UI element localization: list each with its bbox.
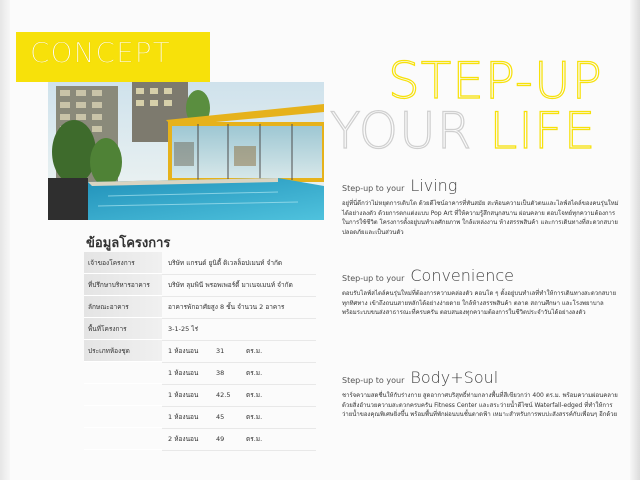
- unit-values: [162, 384, 316, 407]
- unit-values: [162, 406, 316, 429]
- section-body: ชาร์จความสดชื่นให้กับร่างกาย สูดอากาศบริสุทธิ์ท่ามกลางพื้นที่สีเขียวกว่า 400 ตร.ม. พร้อมความผ่อนคลายด้วยสิ่งอำนวยความสะดวกครบครัน Fitness Center และสระว่ายน้ำดีไซน์ Waterfall-edged ที่ทำให้การว่ายน้ำของคุณพิเศษยิ่งขึ้น พร้อมพื้นที่พักผ่อนบนชั้นดาดฟ้า เหมาะสำหรับการพบปะสังสรรค์กับเพื่อนๆ อีกด้วย: [342, 392, 618, 418]
- headline-step-up: STEP-UP: [388, 52, 603, 110]
- unit-row: [84, 340, 316, 362]
- unit-size: 38: [216, 368, 225, 377]
- unit-spacer: [84, 384, 162, 406]
- section-prefix: Step-up to your: [342, 274, 405, 283]
- section-body: อยู่ที่นี่ดีกว่าไม่หยุดการเติบโต ด้วยดีไซน์อาคารที่ทันสมัย สะท้อนความเป็นตัวตนและไลฟ์สไตล์ของคนรุ่นใหม่ได้อย่างลงตัว ด้วยการตกแต่งแบบ Pop Art ที่ให้ความรู้สึกสนุกสนาน ผ่อนคลาย ตอบโจทย์ทุกความต้องการในการใช้ชีวิต โครงการตั้งอยู่บนทำเลศักยภาพ ใกล้แหล่งงาน ห้างสรรพสินค้า และการเดินทางที่สะดวกสบาย ปลอดภัยและเป็นส่วนตัว: [342, 200, 619, 236]
- unit-type: 1 ห้องนอน: [168, 412, 199, 421]
- pool-photo: [48, 82, 324, 220]
- info-value: อาคารพักอาศัยสูง 8 ชั้น จำนวน 2 อาคาร: [162, 296, 316, 319]
- unit-type: 1 ห้องนอน: [168, 368, 199, 377]
- unit-type-label: ประเภทห้องชุด: [84, 340, 162, 362]
- unit-row: [84, 384, 316, 406]
- unit-row: [84, 406, 316, 428]
- headline-your: YOUR: [330, 102, 473, 160]
- unit-values: [162, 362, 316, 385]
- unit-size: 49: [216, 434, 225, 443]
- section-body-soul: [342, 368, 620, 420]
- info-value: บริษัท ลุมพินี พรอพเพอร์ตี้ มาเนจเมนท์ จำกัด: [162, 274, 316, 297]
- section-prefix: Step-up to your: [342, 184, 405, 193]
- info-key: ที่ปรึกษาบริหารอาคาร: [84, 274, 162, 296]
- info-value: 3-1-25 ไร่: [162, 318, 316, 341]
- unit-size: 42.5: [216, 390, 231, 399]
- info-row: [84, 318, 316, 340]
- pool-illustration: [48, 82, 324, 220]
- info-value: บริษัท แกรนด์ ยูนิตี้ ดิเวลล็อปเมนท์ จำกัด: [162, 252, 316, 275]
- unit-type: 2 ห้องนอน: [168, 434, 199, 443]
- unit-measure: ตร.ม.: [246, 412, 263, 421]
- section-convenience: [342, 266, 620, 318]
- unit-measure: ตร.ม.: [246, 346, 263, 355]
- unit-spacer: [84, 428, 162, 450]
- info-key: พื้นที่โครงการ: [84, 318, 162, 340]
- concept-heading: CONCEPT: [30, 36, 171, 69]
- headline-your-life: [330, 102, 597, 160]
- unit-row: [84, 362, 316, 384]
- info-row: [84, 274, 316, 296]
- unit-measure: ตร.ม.: [246, 368, 263, 377]
- project-info-table: [84, 252, 316, 450]
- section-heading: [342, 176, 620, 195]
- info-key: ลักษณะอาคาร: [84, 296, 162, 318]
- info-key: เจ้าของโครงการ: [84, 252, 162, 274]
- unit-size: 45: [216, 412, 225, 421]
- headline-life: LIFE: [489, 102, 597, 160]
- page-edge: [630, 0, 640, 480]
- section-title: Living: [410, 176, 458, 195]
- section-heading: [342, 266, 620, 285]
- section-title: Body+Soul: [410, 368, 499, 387]
- unit-values: [162, 340, 316, 363]
- section-heading: [342, 368, 620, 387]
- info-row: [84, 296, 316, 318]
- info-row: [84, 252, 316, 274]
- unit-spacer: [84, 406, 162, 428]
- unit-spacer: [84, 362, 162, 384]
- section-body: ตอบรับไลฟ์สไตล์คนรุ่นใหม่ที่ต้องการความคล่องตัว คอนโด ๆ ตั้งอยู่บนทำเลที่ทำให้การเดินทางสะดวกสบายทุกทิศทาง เข้าถึงถนนสายหลักได้อย่างง่ายดาย ใกล้ห้างสรรพสินค้า ตลาด สถานศึกษา และโรงพยาบาล พร้อมระบบขนส่งสาธารณะที่ครบครัน ตอบสนองทุกความต้องการในชีวิตประจำวันได้อย่างลงตัว: [342, 290, 617, 316]
- unit-row: [84, 428, 316, 450]
- unit-measure: ตร.ม.: [246, 390, 263, 399]
- section-title: Convenience: [410, 266, 514, 285]
- section-prefix: Step-up to your: [342, 376, 405, 385]
- unit-measure: ตร.ม.: [246, 434, 263, 443]
- unit-size: 31: [216, 346, 225, 355]
- page-spine: [0, 0, 10, 480]
- unit-values: [162, 428, 316, 451]
- unit-type: 1 ห้องนอน: [168, 346, 199, 355]
- unit-type: 1 ห้องนอน: [168, 390, 199, 399]
- section-living: [342, 176, 620, 237]
- project-info-title: ข้อมูลโครงการ: [86, 236, 171, 251]
